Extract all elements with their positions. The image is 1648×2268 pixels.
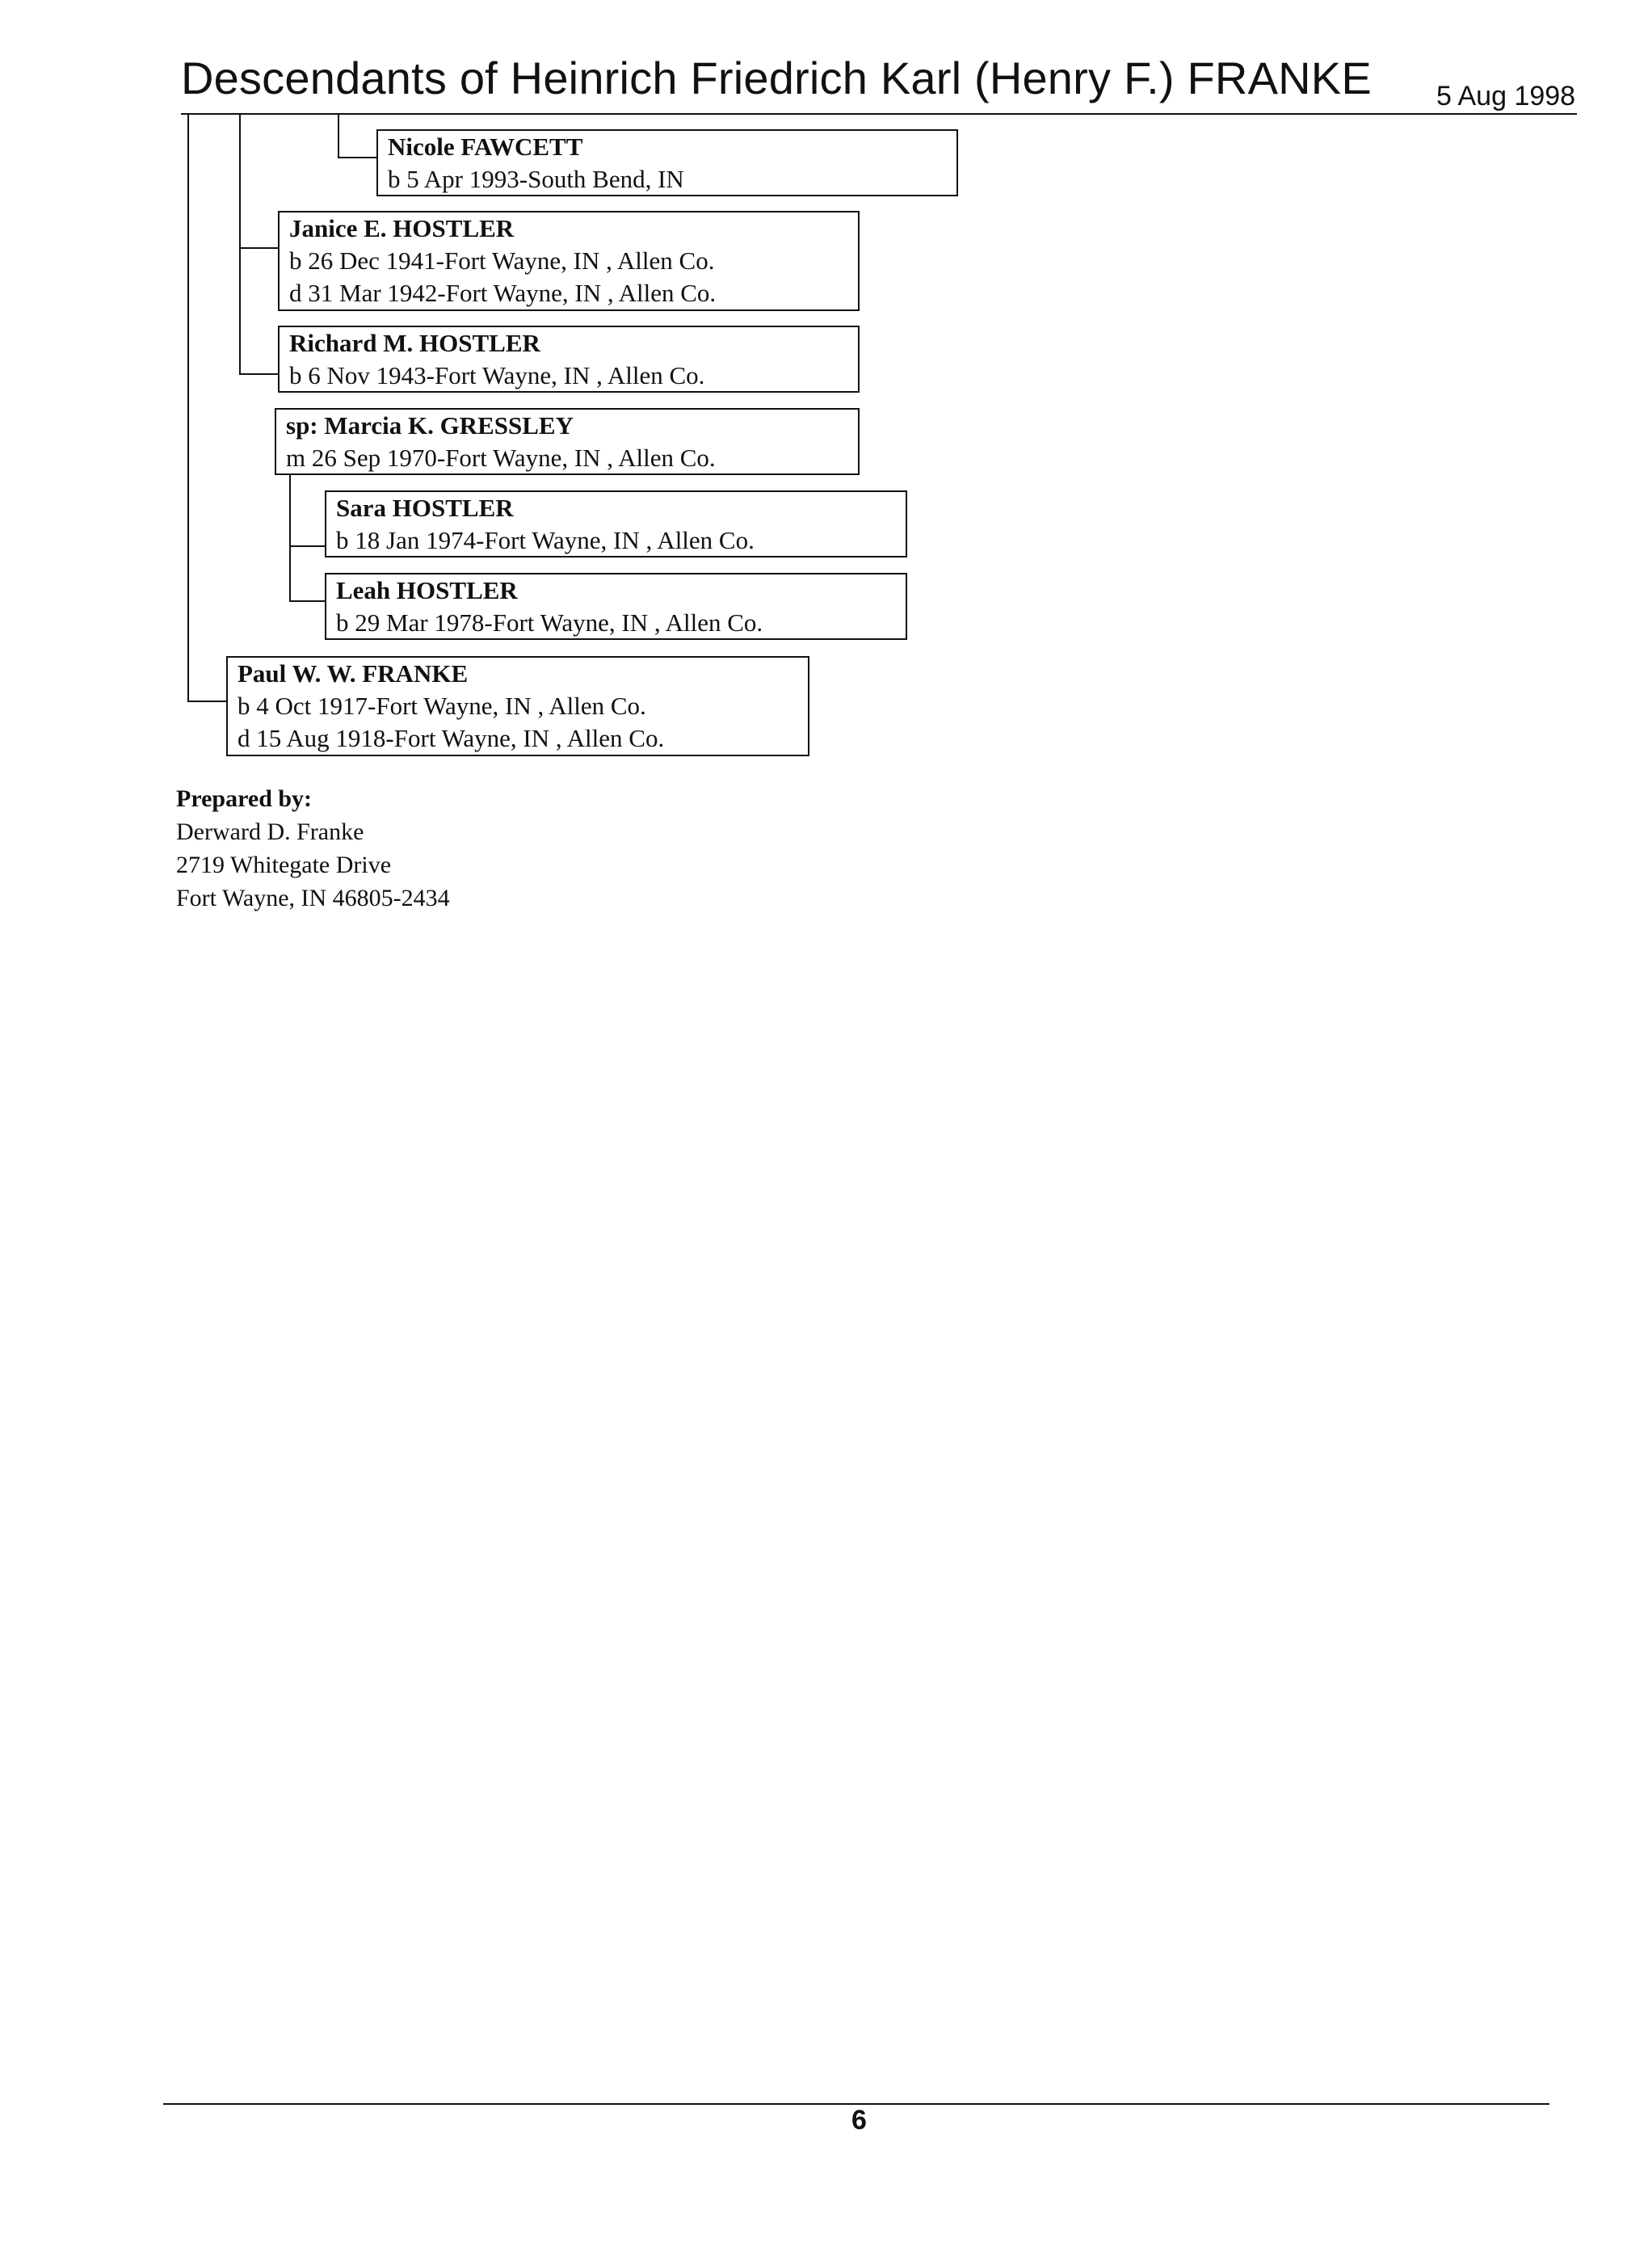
preparer-name: Derward D. Franke xyxy=(176,818,364,845)
person-event: d 31 Mar 1942-Fort Wayne, IN , Allen Co. xyxy=(289,279,717,307)
spouse-name: sp: Marcia K. GRESSLEY xyxy=(286,411,574,440)
person-box-leah-hostler xyxy=(325,573,907,640)
person-box-sara-hostler xyxy=(325,490,907,558)
person-event: b 5 Apr 1993-South Bend, IN xyxy=(388,165,684,193)
marriage-event: m 26 Sep 1970-Fort Wayne, IN , Allen Co. xyxy=(286,444,716,472)
person-box-marcia-gressley xyxy=(275,408,860,475)
header-rule xyxy=(181,113,1577,115)
person-name: Paul W. W. FRANKE xyxy=(238,659,469,688)
person-event: d 15 Aug 1918-Fort Wayne, IN , Allen Co. xyxy=(238,724,665,752)
person-event: b 29 Mar 1978-Fort Wayne, IN , Allen Co. xyxy=(336,608,763,637)
preparer-street: 2719 Whitegate Drive xyxy=(176,852,392,878)
person-name: Leah HOSTLER xyxy=(336,576,518,604)
report-date: 5 Aug 1998 xyxy=(1436,81,1576,112)
person-name: Nicole FAWCETT xyxy=(388,133,583,161)
person-name: Janice E. HOSTLER xyxy=(289,214,515,242)
person-box-janice-hostler xyxy=(278,211,860,311)
person-box-nicole-fawcett xyxy=(376,129,958,196)
person-event: b 4 Oct 1917-Fort Wayne, IN , Allen Co. xyxy=(238,692,646,720)
person-event: b 26 Dec 1941-Fort Wayne, IN , Allen Co. xyxy=(289,246,715,275)
prepared-by-label: Prepared by: xyxy=(176,785,313,812)
person-event: b 18 Jan 1974-Fort Wayne, IN , Allen Co. xyxy=(336,526,755,554)
person-event: b 6 Nov 1943-Fort Wayne, IN , Allen Co. xyxy=(289,361,705,389)
person-name: Richard M. HOSTLER xyxy=(289,329,540,357)
preparer-city: Fort Wayne, IN 46805-2434 xyxy=(176,885,450,911)
page-title: Descendants of Heinrich Friedrich Karl (Henry F.) FRANKE xyxy=(181,53,1372,103)
person-box-paul-franke xyxy=(226,656,809,756)
person-name: Sara HOSTLER xyxy=(336,494,514,522)
prepared-by-block xyxy=(176,782,450,915)
page-number: 6 xyxy=(851,2105,867,2135)
person-box-richard-hostler xyxy=(278,326,860,393)
